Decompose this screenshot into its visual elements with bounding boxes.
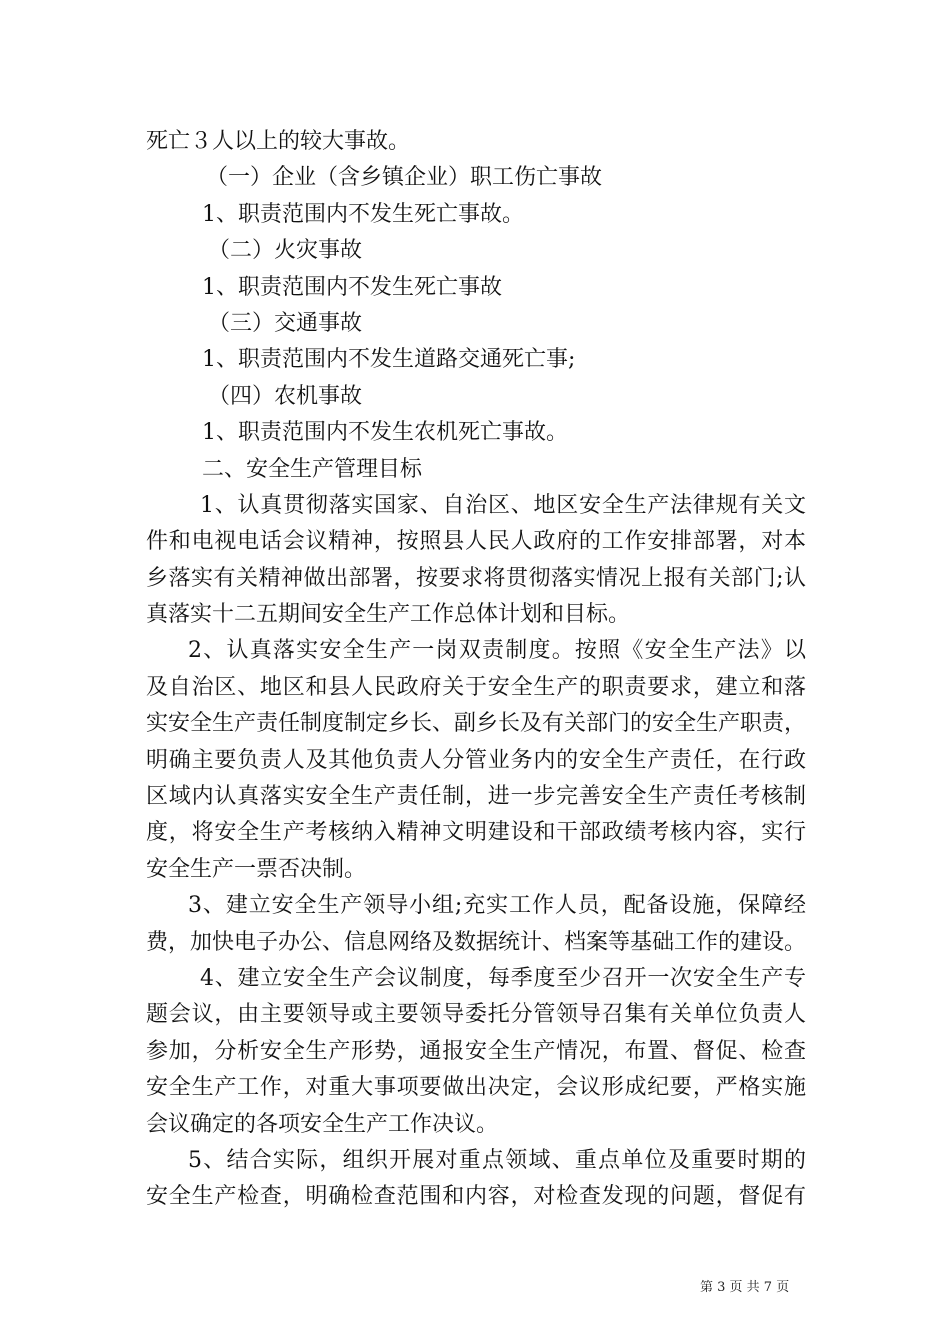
text-line: 1、职责范围内不发生农机死亡事故。 <box>202 420 568 446</box>
paragraph-line: 区域内认真落实安全生产责任制，进一步完善安全生产责任考核制 <box>146 784 806 810</box>
paragraph-line: 实安全生产责任制度制定乡长、副乡长及有关部门的安全生产职责， <box>146 711 807 737</box>
paragraph-line: 费，加快电子办公、信息网络及数据统计、档案等基础工作的建设。 <box>146 929 807 955</box>
section-heading: （三）交通事故 <box>208 310 363 336</box>
paragraph-line: 4、建立安全生产会议制度，每季度至少召开一次安全生产专 <box>200 965 806 991</box>
text-line: 1、职责范围内不发生死亡事故 <box>202 274 502 300</box>
paragraph-line: 真落实十二五期间安全生产工作总体计划和目标。 <box>146 602 631 628</box>
section-heading: （四）农机事故 <box>208 383 363 409</box>
paragraph-line: 明确主要负责人及其他负责人分管业务内的安全生产责任，在行政 <box>146 747 806 773</box>
paragraph-line: 安全生产一票否决制。 <box>146 856 367 882</box>
text-line: 死亡３人以上的较大事故。 <box>146 129 411 154</box>
paragraph-line: 题会议，由主要领导或主要领导委托分管领导召集有关单位负责人 <box>146 1002 806 1028</box>
paragraph-line: 度，将安全生产考核纳入精神文明建设和干部政绩考核内容，实行 <box>146 820 806 846</box>
paragraph-line: 2、认真落实安全生产一岗双责制度。按照《安全生产法》以 <box>188 638 806 664</box>
paragraph-line: 件和电视电话会议精神，按照县人民人政府的工作安排部署，对本 <box>146 529 806 555</box>
paragraph-line: 1、认真贯彻落实国家、自治区、地区安全生产法律规有关文 <box>200 492 806 518</box>
section-heading: 二、安全生产管理目标 <box>202 456 423 482</box>
paragraph-line: 5、结合实际，组织开展对重点领域、重点单位及重要时期的 <box>188 1147 806 1173</box>
paragraph-line: 参加，分析安全生产形势，通报安全生产情况，布置、督促、检查 <box>146 1038 806 1064</box>
section-heading: （二）火灾事故 <box>208 238 363 264</box>
text-line: 1、职责范围内不发生死亡事故。 <box>202 201 524 227</box>
paragraph-line: 乡落实有关精神做出部署，按要求将贯彻落实情况上报有关部门;认 <box>146 565 806 591</box>
paragraph-line: 安全生产工作，对重大事项要做出决定，会议形成纪要，严格实施 <box>146 1075 806 1101</box>
paragraph-line: 会议确定的各项安全生产工作决议。 <box>146 1111 499 1137</box>
paragraph-line: 安全生产检查，明确检查范围和内容，对检查发现的问题，督促有 <box>146 1184 806 1210</box>
document-body <box>146 124 806 1216</box>
paragraph-line: 及自治区、地区和县人民政府关于安全生产的职责要求，建立和落 <box>146 674 806 700</box>
paragraph-line: 3、建立安全生产领导小组;充实工作人员，配备设施，保障经 <box>188 893 806 919</box>
section-heading: （一）企业（含乡镇企业）职工伤亡事故 <box>206 165 603 191</box>
text-line: 1、职责范围内不发生道路交通死亡事; <box>202 347 576 373</box>
page-number-footer: 第 3 页 共 7 页 <box>700 1280 790 1295</box>
